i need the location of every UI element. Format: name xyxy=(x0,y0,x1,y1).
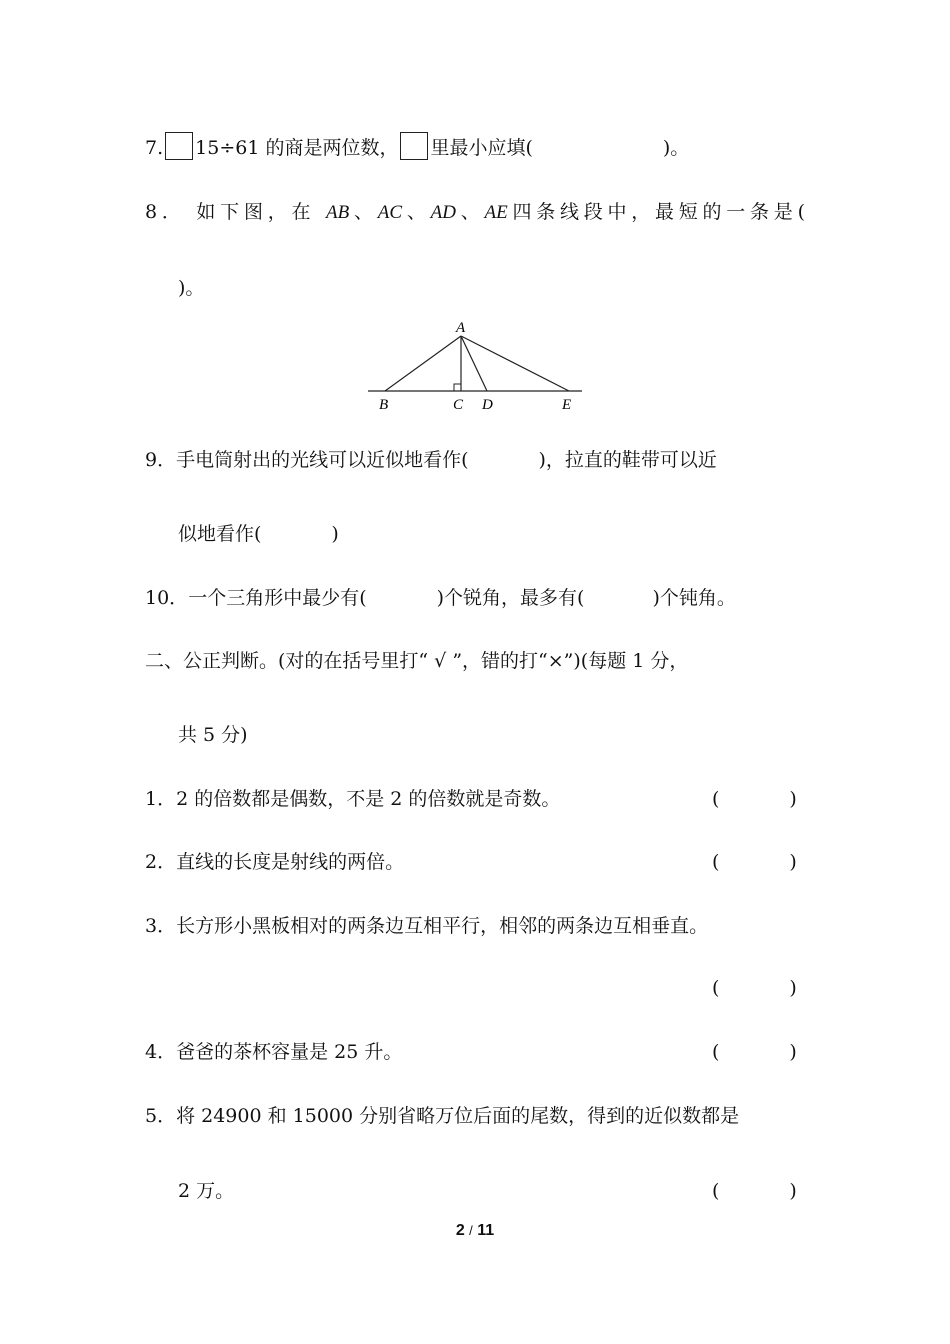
paren-close: ) xyxy=(789,788,797,810)
label-E: E xyxy=(562,397,572,413)
answer-paren-5 xyxy=(712,1177,797,1205)
question-text: 手电筒射出的光线可以近似地看作( xyxy=(176,449,469,471)
judge-item-5-continued: 2 万。 xyxy=(178,1180,235,1202)
page-number xyxy=(0,1222,950,1240)
label-C: C xyxy=(453,397,464,413)
segment-label: AC xyxy=(377,202,403,223)
blank-box xyxy=(165,132,193,160)
question-10 xyxy=(145,584,736,612)
question-number: 8． xyxy=(145,201,186,223)
label-A: A xyxy=(456,320,466,336)
segment-label: AB xyxy=(326,202,350,223)
question-9-continued xyxy=(178,520,339,548)
segment-label: AD xyxy=(430,202,456,223)
question-8 xyxy=(145,198,805,227)
answer-paren-4 xyxy=(712,1038,797,1066)
judge-item-1: 1．2 的倍数都是偶数，不是 2 的倍数就是奇数。 xyxy=(145,788,561,810)
triangle-diagram xyxy=(360,318,590,418)
question-text: ) xyxy=(331,523,339,545)
question-text: )。 xyxy=(662,137,690,159)
answer-paren-1 xyxy=(712,785,797,813)
question-text: 里最小应填( xyxy=(430,137,533,159)
page-separator: / xyxy=(469,1223,473,1238)
right-angle-mark xyxy=(454,384,461,391)
question-text: )个钝角。 xyxy=(652,587,736,609)
answer-paren-2 xyxy=(712,848,797,876)
question-7 xyxy=(145,132,689,162)
question-number: 7. xyxy=(145,137,164,159)
label-B: B xyxy=(379,397,389,413)
paren-open: ( xyxy=(712,851,720,873)
question-text: 一个三角形中最少有( xyxy=(188,587,367,609)
question-text: )，拉直的鞋带可以近 xyxy=(538,449,717,471)
separator: 、 xyxy=(349,201,378,223)
paren-open: ( xyxy=(712,1041,720,1063)
judge-item-2: 2．直线的长度是射线的两倍。 xyxy=(145,851,405,873)
segment-AD xyxy=(461,336,487,391)
paren-close: ) xyxy=(789,1041,797,1063)
question-9 xyxy=(145,446,717,474)
segment-label: AE xyxy=(484,202,508,223)
question-text: 四条线段中，最短的一条是( xyxy=(507,201,805,223)
answer-paren-3 xyxy=(712,974,797,1002)
question-text: 似地看作( xyxy=(178,523,262,545)
paren-close: ) xyxy=(789,977,797,999)
separator: 、 xyxy=(455,201,485,223)
judge-item-3: 3．长方形小黑板相对的两条边互相平行，相邻的两条边互相垂直。 xyxy=(145,915,709,937)
question-8-continued: )。 xyxy=(178,277,205,299)
question-text: 如下图，在 xyxy=(196,201,316,223)
paren-close: ) xyxy=(789,851,797,873)
question-text: )个锐角，最多有( xyxy=(436,587,585,609)
separator: 、 xyxy=(402,201,431,223)
total-pages: 11 xyxy=(477,1222,495,1239)
blank-box xyxy=(400,132,428,160)
paren-open: ( xyxy=(712,977,720,999)
judge-item-4: 4．爸爸的茶杯容量是 25 升。 xyxy=(145,1041,403,1063)
segment-AE xyxy=(461,336,569,391)
question-number: 9． xyxy=(145,449,177,471)
section-2-heading-continued: 共 5 分) xyxy=(178,724,248,746)
segment-AB xyxy=(385,336,461,391)
question-text: 15÷61 的商是两位数， xyxy=(195,137,399,159)
section-2-heading: 二、公正判断。(对的在括号里打“ √ ”，错的打“×”)(每题 1 分， xyxy=(145,650,689,672)
paren-open: ( xyxy=(712,1180,720,1202)
judge-item-5: 5．将 24900 和 15000 分别省略万位后面的尾数，得到的近似数都是 xyxy=(145,1105,740,1127)
current-page: 2 xyxy=(455,1222,465,1239)
paren-close: ) xyxy=(789,1180,797,1202)
label-D: D xyxy=(482,397,493,413)
question-number: 10． xyxy=(145,587,189,609)
paren-open: ( xyxy=(712,788,720,810)
